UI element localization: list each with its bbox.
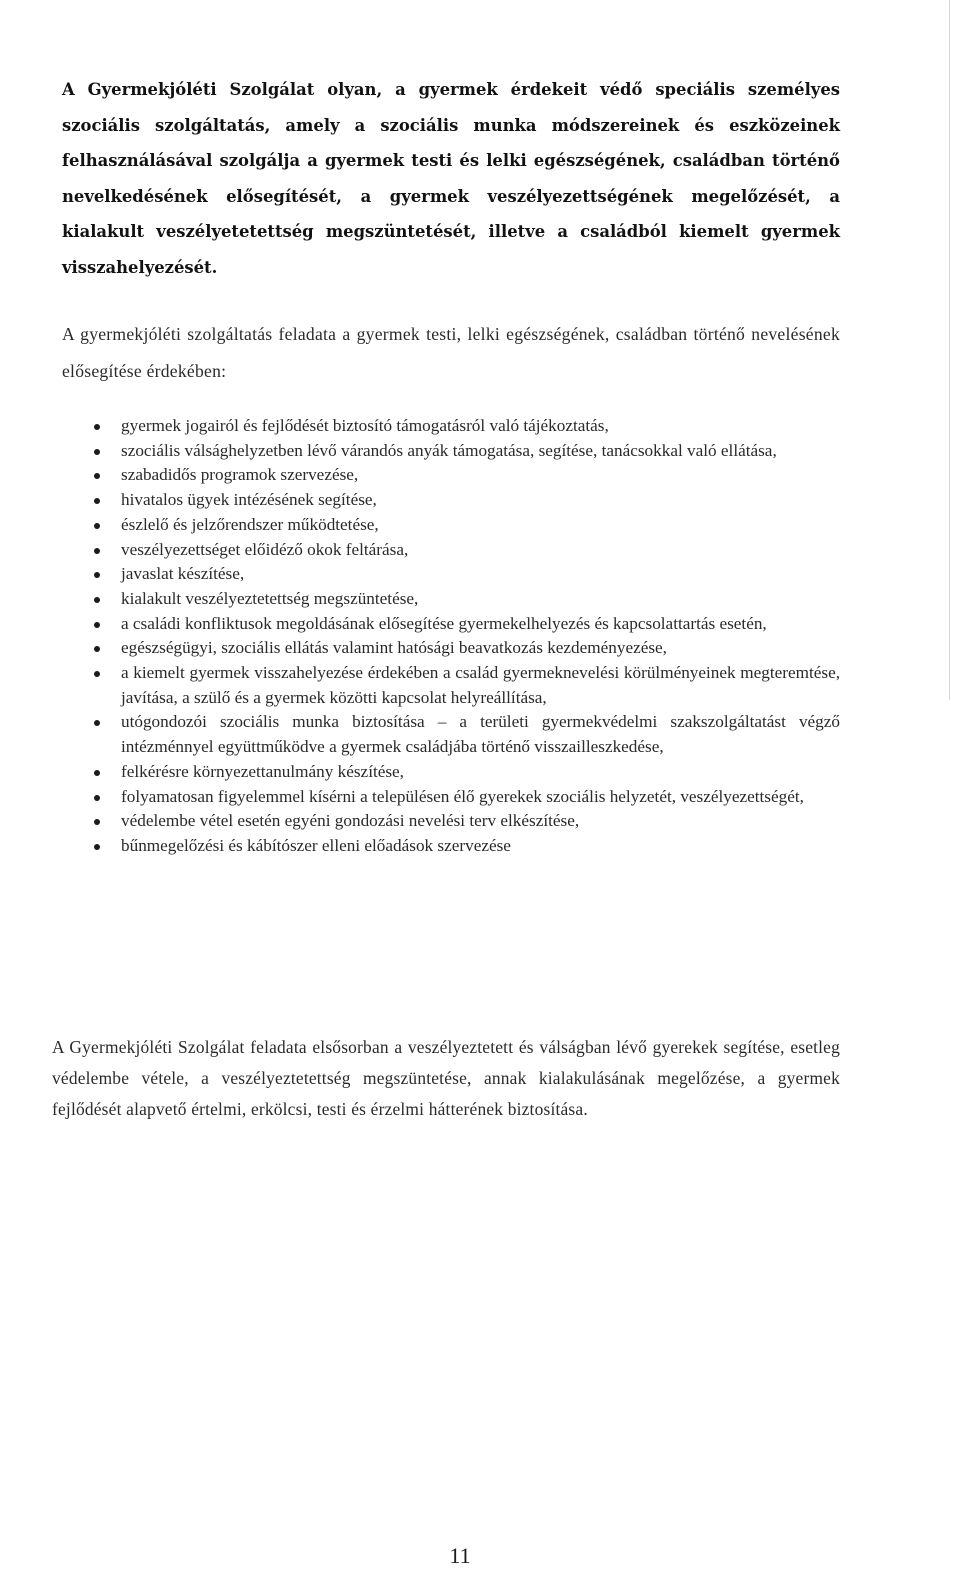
list-item: a családi konfliktusok megoldásának elősegítése gyermekelhelyezés és kapcsolattartás esetén,	[94, 612, 840, 637]
list-item: hivatalos ügyek intézésének segítése,	[94, 488, 840, 513]
task-bullet-list	[94, 414, 840, 859]
list-item: gyermek jogairól és fejlődését biztosító támogatásról való tájékoztatás,	[94, 414, 840, 439]
list-item: szabadidős programok szervezése,	[94, 463, 840, 488]
page-number: 11	[449, 1543, 471, 1568]
task-intro-paragraph: A gyermekjóléti szolgáltatás feladata a gyermek testi, lelki egészségének, családban történő nevelésének elősegítése érdekében:	[62, 324, 840, 381]
scan-edge-line	[949, 0, 950, 700]
list-item: javaslat készítése,	[94, 562, 840, 587]
closing-paragraph: A Gyermekjóléti Szolgálat feladata elsősorban a veszélyeztetett és válságban lévő gyerekek segítése, esetleg védelembe vétele, a veszélyeztetettség megszüntetése, annak kialakulásának megelőzése, a gyermek fejlődését alapvető értelmi, erkölcsi, testi és érzelmi hátterének biztosítása.	[52, 1037, 840, 1119]
list-item: szociális válsághelyzetben lévő várandós anyák támogatása, segítése, tanácsokkal való ellátása,	[94, 439, 840, 464]
list-item: veszélyezettséget előidéző okok feltárása,	[94, 538, 840, 563]
list-item: egészségügyi, szociális ellátás valamint hatósági beavatkozás kezdeményezése,	[94, 636, 840, 661]
list-item: kialakult veszélyeztetettség megszüntetése,	[94, 587, 840, 612]
list-item: a kiemelt gyermek visszahelyezése érdekében a család gyermeknevelési körülményeinek megteremtése, javítása, a szülő és a gyermek közötti kapcsolat helyreállítása,	[94, 661, 840, 710]
list-item: utógondozói szociális munka biztosítása – a területi gyermekvédelmi szakszolgáltatást végző intézménnyel együttműködve a gyermek családjába történő visszailleszkedése,	[94, 710, 840, 759]
list-item: észlelő és jelzőrendszer működtetése,	[94, 513, 840, 538]
list-item: folyamatosan figyelemmel kísérni a településen élő gyerekek szociális helyzetét, veszélyezettségét,	[94, 785, 840, 810]
bold-intro-paragraph: A Gyermekjóléti Szolgálat olyan, a gyermek érdekeit védő speciális személyes szociális szolgáltatás, amely a szociális munka módszereinek és eszközeinek felhasználásával szolgálja a gyermek testi és lelki egészségének, családban történő nevelkedésének elősegítését, a gyermek veszélyezettségének megelőzését, a kialakult veszélyetetettség megszüntetését, illetve a családból kiemelt gyermek visszahelyezését.	[62, 80, 840, 277]
list-item: felkérésre környezettanulmány készítése,	[94, 760, 840, 785]
list-item: bűnmegelőzési és kábítószer elleni előadások szervezése	[94, 834, 840, 859]
list-item: védelembe vétel esetén egyéni gondozási nevelési terv elkészítése,	[94, 809, 840, 834]
